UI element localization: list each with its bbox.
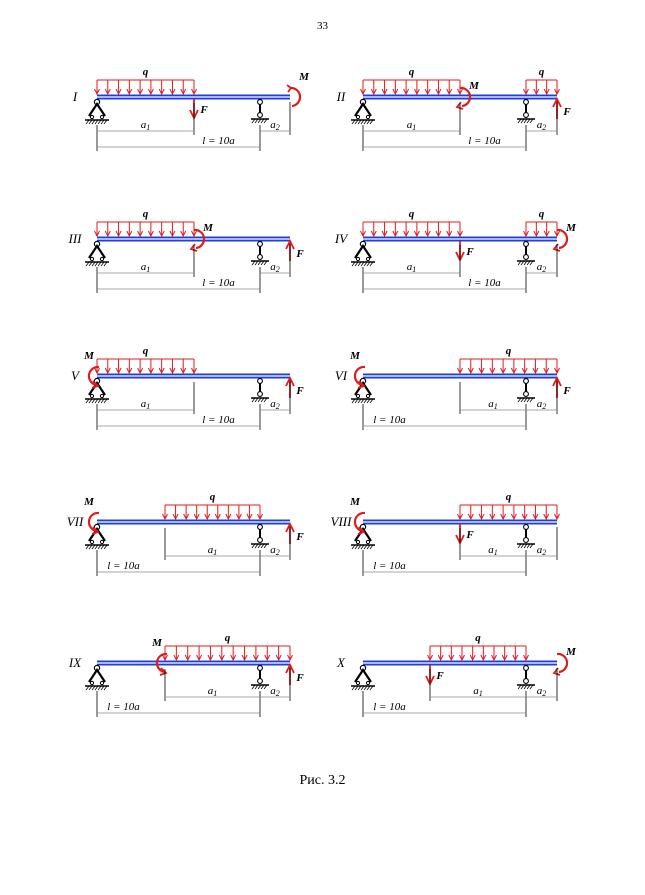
dimension-lines bbox=[363, 668, 557, 717]
beam-scheme bbox=[72, 66, 310, 151]
F-label: F bbox=[563, 385, 571, 397]
pin-support-icon bbox=[351, 241, 375, 266]
scheme-number: VII bbox=[66, 514, 84, 529]
moment-M-arrow bbox=[554, 646, 577, 675]
figure-caption: Рис. 3.2 bbox=[299, 773, 346, 788]
q-label: q bbox=[408, 66, 415, 78]
distributed-load-q bbox=[524, 208, 560, 236]
a2-label: a2 bbox=[536, 685, 547, 698]
force-F-arrow bbox=[286, 524, 304, 544]
length-label: l = 10a bbox=[373, 560, 406, 572]
dimension-lines bbox=[97, 381, 290, 430]
length-label: l = 10a bbox=[468, 135, 501, 147]
roller-support-icon bbox=[517, 100, 535, 123]
M-label: M bbox=[350, 350, 360, 362]
dimension-lines bbox=[97, 244, 290, 293]
a2-label: a2 bbox=[270, 398, 280, 411]
a1-label: a1 bbox=[406, 119, 417, 132]
roller-support-icon bbox=[517, 525, 535, 548]
force-F-arrow bbox=[286, 665, 304, 685]
M-label: M bbox=[152, 637, 162, 649]
F-label: F bbox=[296, 248, 304, 260]
F-label: F bbox=[296, 385, 304, 397]
length-label: l = 10a bbox=[373, 701, 406, 713]
force-F-arrow bbox=[190, 99, 208, 118]
roller-support-icon bbox=[251, 242, 269, 265]
distributed-load-q bbox=[95, 66, 197, 94]
F-label: F bbox=[200, 104, 208, 116]
M-label: M bbox=[84, 496, 94, 508]
roller-support-icon bbox=[251, 379, 269, 402]
force-F-arrow bbox=[286, 378, 304, 398]
q-label: q bbox=[505, 491, 512, 503]
a2-label: a2 bbox=[270, 119, 280, 132]
force-F-arrow bbox=[426, 665, 444, 684]
a2-label: a2 bbox=[536, 544, 547, 557]
a2-label: a2 bbox=[270, 261, 280, 274]
distributed-load-q bbox=[458, 491, 560, 519]
length-label: l = 10a bbox=[202, 277, 235, 289]
beam-scheme bbox=[71, 345, 304, 430]
q-label: q bbox=[538, 208, 545, 220]
pin-support-icon bbox=[351, 665, 375, 690]
a2-label: a2 bbox=[270, 544, 280, 557]
pin-support-icon bbox=[85, 241, 109, 266]
a2-label: a2 bbox=[536, 119, 547, 132]
length-label: l = 10a bbox=[373, 414, 406, 426]
distributed-load-q bbox=[361, 66, 463, 94]
distributed-load-q bbox=[163, 632, 293, 660]
a1-label: a1 bbox=[140, 398, 151, 411]
length-label: l = 10a bbox=[107, 701, 140, 713]
q-label: q bbox=[142, 66, 149, 78]
pin-support-icon bbox=[351, 99, 375, 124]
M-label: M bbox=[469, 80, 479, 92]
dimension-lines bbox=[97, 527, 290, 576]
q-label: q bbox=[224, 632, 231, 644]
dimension-lines bbox=[363, 102, 557, 151]
page-number: 33 bbox=[317, 20, 328, 32]
scheme-number: V bbox=[71, 368, 79, 383]
scheme-number: VIII bbox=[330, 514, 352, 529]
force-F-arrow bbox=[456, 241, 474, 260]
a1-label: a1 bbox=[207, 685, 218, 698]
roller-support-icon bbox=[251, 525, 269, 548]
distributed-load-q bbox=[361, 208, 463, 236]
force-F-arrow bbox=[553, 378, 571, 398]
dimension-lines bbox=[363, 527, 557, 576]
distributed-load-q bbox=[163, 491, 263, 519]
roller-support-icon bbox=[517, 666, 535, 689]
q-label: q bbox=[475, 632, 481, 644]
F-label: F bbox=[466, 529, 474, 541]
M-label: M bbox=[566, 222, 576, 234]
a1-label: a1 bbox=[473, 685, 483, 698]
beam-scheme bbox=[334, 208, 577, 293]
force-F-arrow bbox=[553, 99, 571, 119]
beam-scheme bbox=[335, 345, 571, 430]
F-label: F bbox=[296, 531, 304, 543]
a1-label: a1 bbox=[406, 261, 417, 274]
scheme-number: IV bbox=[334, 231, 348, 246]
F-label: F bbox=[466, 246, 474, 258]
pin-support-icon bbox=[351, 378, 375, 403]
F-label: F bbox=[296, 672, 304, 684]
a1-label: a1 bbox=[488, 398, 498, 411]
scheme-number: I bbox=[72, 89, 78, 104]
M-label: M bbox=[566, 646, 576, 658]
M-label: M bbox=[84, 350, 94, 362]
scheme-number: VI bbox=[334, 368, 348, 383]
pin-support-icon bbox=[85, 665, 109, 690]
beam-scheme bbox=[336, 66, 572, 151]
a1-label: a1 bbox=[140, 119, 151, 132]
roller-support-icon bbox=[517, 379, 535, 402]
beam-scheme bbox=[67, 491, 305, 576]
q-label: q bbox=[142, 208, 149, 220]
pin-support-icon bbox=[85, 378, 109, 403]
dimension-lines bbox=[97, 668, 290, 717]
scheme-number: X bbox=[337, 655, 345, 670]
force-F-arrow bbox=[286, 241, 304, 261]
q-label: q bbox=[209, 491, 216, 503]
M-label: M bbox=[203, 222, 213, 234]
scheme-number: III bbox=[68, 231, 82, 246]
scheme-number: II bbox=[336, 89, 346, 104]
a1-label: a1 bbox=[140, 261, 151, 274]
a2-label: a2 bbox=[536, 261, 547, 274]
moment-M-arrow bbox=[287, 71, 310, 106]
length-label: l = 10a bbox=[202, 414, 235, 426]
distributed-load-q bbox=[524, 66, 560, 94]
scheme-number: IX bbox=[68, 655, 82, 670]
q-label: q bbox=[408, 208, 415, 220]
roller-support-icon bbox=[517, 242, 535, 265]
q-label: q bbox=[505, 345, 512, 357]
M-label: M bbox=[350, 496, 360, 508]
M-label: M bbox=[299, 71, 309, 83]
q-label: q bbox=[538, 66, 545, 78]
beam-scheme bbox=[68, 632, 304, 717]
pin-support-icon bbox=[351, 524, 375, 549]
a2-label: a2 bbox=[270, 685, 280, 698]
roller-support-icon bbox=[251, 100, 269, 123]
F-label: F bbox=[436, 670, 444, 682]
pin-support-icon bbox=[85, 524, 109, 549]
length-label: l = 10a bbox=[107, 560, 140, 572]
length-label: l = 10a bbox=[468, 277, 501, 289]
beam-scheme bbox=[331, 491, 560, 576]
beam-scheme bbox=[68, 208, 305, 293]
q-label: q bbox=[142, 345, 149, 357]
pin-support-icon bbox=[85, 99, 109, 124]
distributed-load-q bbox=[95, 345, 197, 373]
a1-label: a1 bbox=[207, 544, 218, 557]
dimension-lines bbox=[363, 244, 557, 293]
beam-scheme bbox=[336, 632, 577, 717]
F-label: F bbox=[563, 106, 571, 118]
a1-label: a1 bbox=[488, 544, 498, 557]
distributed-load-q bbox=[95, 208, 197, 236]
distributed-load-q bbox=[428, 632, 529, 660]
roller-support-icon bbox=[251, 666, 269, 689]
dimension-lines bbox=[363, 381, 557, 430]
a2-label: a2 bbox=[536, 398, 547, 411]
length-label: l = 10a bbox=[202, 135, 235, 147]
distributed-load-q bbox=[458, 345, 560, 373]
force-F-arrow bbox=[456, 524, 474, 543]
